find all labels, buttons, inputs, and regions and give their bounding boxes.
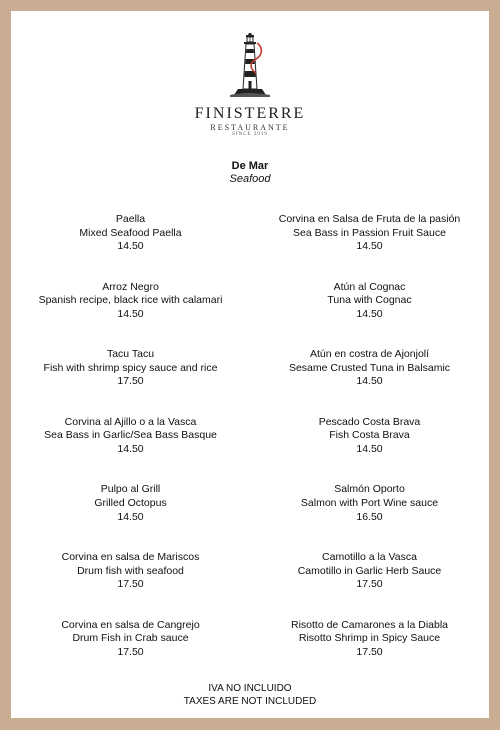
menu-item [11, 483, 250, 551]
menu-item [11, 348, 250, 416]
menu-column-left [11, 213, 250, 686]
section-heading [11, 160, 489, 185]
item-description: Drum fish with seafood [77, 564, 184, 577]
menu-item [250, 281, 489, 349]
item-description: Risotto Shrimp in Spicy Sauce [298, 632, 441, 645]
item-description: Salmon with Port Wine sauce [300, 496, 439, 509]
item-price: 14.50 [356, 375, 383, 388]
lighthouse-icon [230, 33, 270, 103]
menu-item [11, 213, 250, 281]
restaurant-logo [180, 33, 320, 137]
item-price: 17.50 [117, 645, 144, 658]
item-name: Paella [115, 213, 146, 225]
item-price: 17.50 [356, 645, 383, 658]
item-price: 14.50 [117, 307, 144, 320]
menu-item [11, 416, 250, 484]
item-name: Corvina en salsa de Cangrejo [61, 618, 200, 631]
item-name: Tacu Tacu [106, 348, 155, 361]
item-price: 17.50 [117, 578, 144, 591]
tax-note-en: TAXES ARE NOT INCLUDED [183, 696, 317, 707]
item-description: Spanish recipe, black rice with calamari [38, 294, 223, 307]
brand-subtitle: RESTAURANTE [210, 123, 290, 132]
menu-column-right [250, 213, 489, 686]
item-name: Risotto de Camarones a la Diabla [291, 618, 448, 631]
item-price: 14.50 [356, 307, 383, 320]
item-description: Fish Costa Brava [329, 429, 410, 442]
item-name: Atún en costra de Ajonjolí [309, 348, 430, 361]
menu-item [11, 281, 250, 349]
menu-item [11, 551, 250, 619]
menu-item [250, 619, 489, 687]
item-price: 14.50 [117, 240, 144, 253]
item-price: 14.50 [117, 510, 144, 523]
item-name: Pulpo al Grill [100, 483, 161, 496]
item-description: Drum Fish in Crab sauce [72, 632, 189, 645]
menu-item [250, 551, 489, 619]
item-price: 14.50 [117, 442, 144, 455]
item-name: Pescado Costa Brava [318, 415, 421, 428]
item-description: Grilled Octopus [94, 496, 167, 509]
item-name: Salmón Oporto [334, 483, 405, 496]
item-name: Corvina en Salsa de Fruta de la pasión [278, 213, 461, 225]
section-title: De Mar [231, 160, 269, 172]
item-description: Sea Bass in Passion Fruit Sauce [293, 226, 446, 239]
item-name: Arroz Negro [102, 280, 159, 293]
brand-since: SINCE 2019 [232, 132, 268, 137]
item-price: 17.50 [117, 375, 144, 388]
item-description: Mixed Seafood Paella [79, 226, 182, 239]
item-name: Corvina en salsa de Mariscos [61, 550, 200, 563]
item-name: Atún al Cognac [333, 280, 406, 293]
item-price: 14.50 [356, 240, 383, 253]
section-subtitle: Seafood [229, 173, 271, 185]
menu-item [250, 416, 489, 484]
menu-page [11, 11, 489, 718]
menu-item [250, 483, 489, 551]
item-price: 16.50 [356, 510, 383, 523]
item-description: Tuna with Cognac [327, 294, 412, 307]
item-description: Sea Bass in Garlic/Sea Bass Basque [44, 429, 217, 442]
menu-item [11, 619, 250, 687]
menu-item [250, 213, 489, 281]
item-name: Corvina al Ajillo o a la Vasca [64, 415, 197, 428]
item-price: 17.50 [356, 578, 383, 591]
item-description: Sesame Crusted Tuna in Balsamic [288, 361, 451, 374]
tax-note [11, 682, 489, 708]
item-price: 14.50 [356, 442, 383, 455]
item-description: Camotillo in Garlic Herb Sauce [297, 564, 442, 577]
menu-item [250, 348, 489, 416]
tax-note-es: IVA NO INCLUIDO [208, 683, 292, 694]
brand-name: FINISTERRE [194, 105, 306, 122]
item-description: Fish with shrimp spicy sauce and rice [43, 361, 218, 374]
item-name: Camotillo a la Vasca [322, 550, 417, 563]
